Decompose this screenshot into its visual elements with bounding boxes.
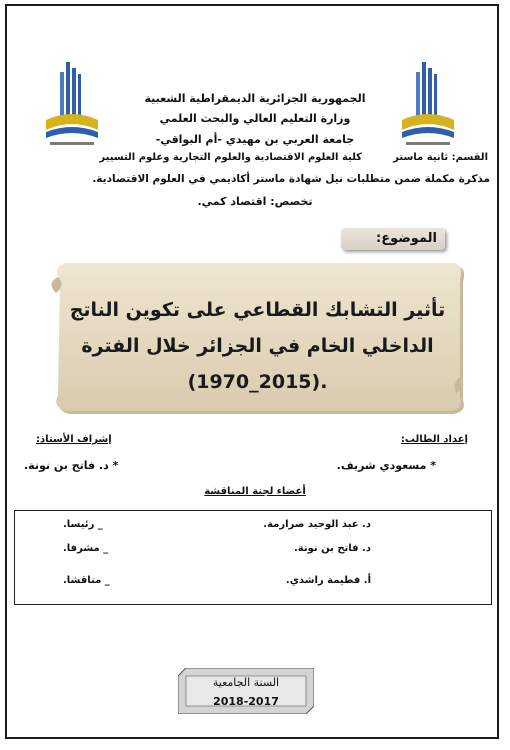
specialty: تخصص: اقتصاد كمي. [197,195,313,208]
committee-row [15,519,491,539]
student-label: إعداد الطالب: [400,434,468,445]
committee-member-name: د. فاتح بن نونة. [293,543,371,554]
committee-member-role: _ مناقشا. [63,575,110,586]
committee-member-name: أ. فطيمة راشدي. [285,575,371,586]
committee-table [14,510,492,605]
subject-label: الموضوع: [376,231,437,246]
thesis-title [60,292,455,400]
academic-year-label: السنة الجامعية [212,676,280,689]
university-name: جامعة العربي بن مهيدي -أم البواقي- [155,133,355,146]
committee-row [15,543,491,563]
committee-title: أعضاء لجنة المناقشة [204,486,306,497]
supervisor-name: * د. فاتح بن نونة. [24,459,119,472]
committee-member-role: _ رئيسا. [63,519,103,530]
supervisor-label: إشراف الأستاذ: [36,434,112,445]
republic-name: الجمهورية الجزائرية الديمقراطية الشعبية [144,92,366,105]
subject-box [341,228,445,250]
faculty-name: كلية العلوم الاقتصادية والعلوم التجارية وعلوم التسيير [99,152,362,163]
committee-member-name: د. عبد الوحيد صرارمة. [263,519,371,530]
thesis-title-line-3: (1970_2015). [187,371,328,393]
thesis-title-line-2: الداخلي الخام في الجزائر خلال الفترة [81,335,434,357]
student-name: * مسعودي شريف. [336,459,436,472]
committee-row [15,575,491,595]
department-name: القسم: ثانية ماستر [393,152,488,163]
thesis-title-line-1: تأثير التشابك القطاعي على تكوين الناتج [69,299,446,321]
academic-year-value: 2018-2017 [213,695,279,708]
committee-member-role: _ مشرفا. [63,543,109,554]
memo-statement: مذكرة مكملة ضمن متطلبات نيل شهادة ماستر أكاديمي في العلوم الاقتصادية. [92,173,490,185]
ministry-name: وزارة التعليم العالي والبحث العلمي [159,112,351,125]
